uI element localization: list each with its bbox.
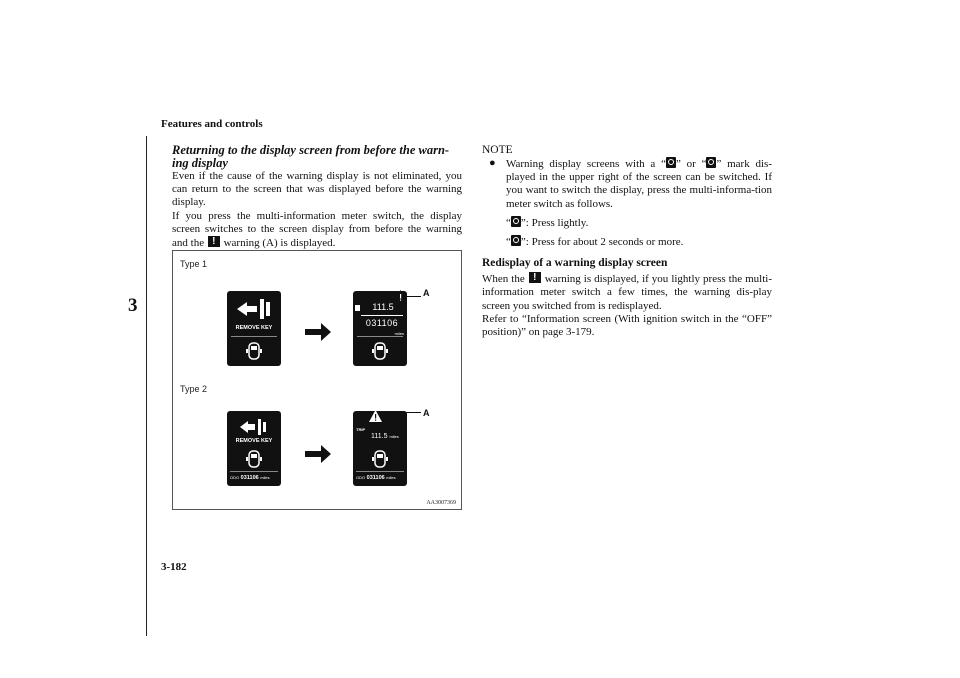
- switch-mark-icon: [666, 157, 676, 168]
- odometer-row: [356, 475, 396, 481]
- trip-value: 111.5: [372, 302, 394, 312]
- running-header: Features and controls: [161, 118, 263, 130]
- odometer-label: ODO: [356, 475, 366, 480]
- screen-divider: [356, 471, 404, 472]
- note-item: [482, 157, 772, 211]
- odometer-unit: miles: [386, 475, 396, 480]
- callout-line: [407, 296, 421, 297]
- type1-label: Type 1: [180, 259, 208, 269]
- car-top-icon: [245, 341, 263, 361]
- odometer-value: 031106: [366, 475, 385, 481]
- press-lightly-text: ”: Press lightly.: [520, 216, 589, 229]
- bullet-icon: ●: [489, 157, 496, 169]
- quote-open: “: [506, 216, 511, 229]
- press-long-line: [482, 235, 772, 249]
- type2-info-screen: [353, 411, 407, 486]
- paragraph-1: Even if the cause of the warning display is not eliminated, you can return to the screen that was displayed before the warning display.: [172, 170, 462, 209]
- odometer-label: ODO: [230, 475, 240, 480]
- screen-divider: [357, 336, 403, 337]
- remove-key-icon: [235, 297, 273, 321]
- type1-warning-screen: [227, 291, 281, 366]
- figure-id: AA3007369: [426, 500, 456, 506]
- type1-info-screen: [353, 291, 407, 366]
- switch-mark-icon: [706, 157, 716, 168]
- chapter-number: 3: [128, 295, 138, 316]
- type2-label: Type 2: [180, 384, 208, 394]
- warning-triangle-icon: [394, 290, 407, 302]
- odometer-value: 031106: [240, 475, 259, 481]
- press-long-text: ”: Press for about 2 seconds or more.: [520, 236, 684, 249]
- switch-mark-icon: [511, 235, 521, 246]
- callout-a-type1: A: [423, 288, 430, 298]
- chapter-divider: [146, 136, 147, 636]
- paragraph-2-end: warning (A) is displayed.: [223, 237, 336, 250]
- section-title: Returning to the display screen from before the warn-ing display: [172, 143, 450, 170]
- trip-row: [371, 433, 399, 440]
- note-text-start: Warning display screens with a “: [506, 158, 666, 170]
- screen-divider: [361, 315, 403, 316]
- trip-unit: miles: [389, 434, 399, 439]
- paragraph-2: [172, 210, 462, 251]
- remove-key-text: REMOVE KEY: [235, 325, 273, 331]
- note-text-end: ” mark dis-played in the upper right of the screen can be switched. If you want to switch the display, press the multi-informa-tion meter switch as follows.: [506, 158, 772, 210]
- odometer-value: 031106: [365, 318, 399, 328]
- quote-open: “: [506, 236, 511, 249]
- note-text-or: ” or “: [675, 158, 707, 170]
- warning-triangle-icon: [369, 410, 382, 422]
- redisplay-start: When the: [482, 273, 525, 286]
- display-figure: [172, 250, 462, 510]
- redisplay-end: warning is displayed, if you lightly press the multi-information meter switch a few times, the warning dis-play screen you switched from is redisplayed.: [482, 273, 773, 312]
- screen-divider: [231, 336, 277, 337]
- reference-paragraph: Refer to “Information screen (With ignition switch in the “OFF” position)” on page 3-179.: [482, 312, 772, 339]
- left-column: [172, 144, 462, 250]
- switch-mark-icon: [511, 216, 521, 227]
- remove-key-text: REMOVE KEY: [235, 438, 273, 444]
- subsection-title: Redisplay of a warning display screen: [482, 257, 668, 270]
- note-heading: NOTE: [482, 144, 513, 156]
- remove-key-icon: [239, 417, 269, 437]
- warning-triangle-icon: [208, 236, 220, 247]
- trip-value: 111.5: [371, 433, 388, 440]
- odometer-row: [230, 475, 270, 481]
- odometer-unit: miles: [394, 331, 404, 336]
- redisplay-paragraph: [482, 272, 772, 313]
- screen-divider: [230, 471, 278, 472]
- car-top-icon: [371, 449, 389, 469]
- trip-label: TRIP: [356, 427, 366, 432]
- page-number: 3-182: [161, 561, 187, 573]
- warning-triangle-icon: [529, 272, 541, 283]
- odometer-unit: miles: [260, 475, 270, 480]
- switchable-mark-icon: [355, 305, 360, 311]
- car-top-icon: [371, 341, 389, 361]
- arrow-right-icon: [305, 321, 331, 343]
- arrow-right-icon: [305, 443, 331, 465]
- car-top-icon: [245, 449, 263, 469]
- press-lightly-line: [482, 216, 772, 230]
- paragraph-2-start: If you press the multi-information meter switch, the display screen switches to the screen display from before the warning and the: [172, 209, 462, 250]
- type2-warning-screen: [227, 411, 281, 486]
- callout-line: [383, 412, 421, 413]
- right-column: [482, 144, 772, 339]
- callout-a-type2: A: [423, 408, 430, 418]
